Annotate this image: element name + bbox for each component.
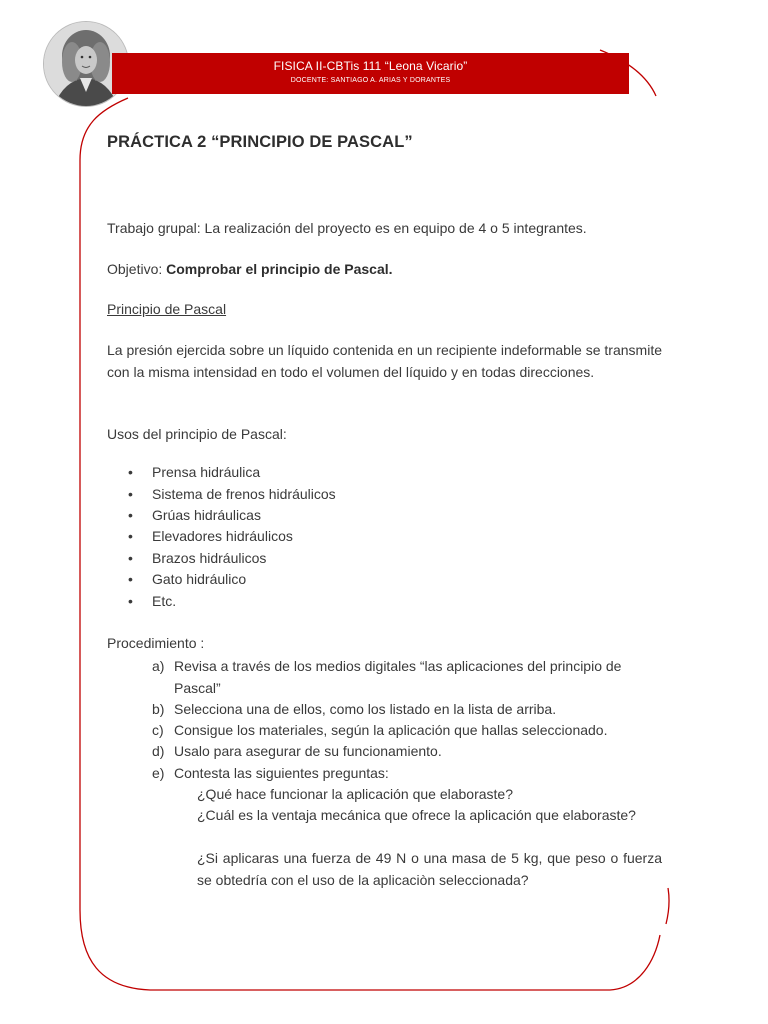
bullet-icon: • [128,464,133,480]
procedure-step [152,741,662,763]
header-title: FISICA II-CBTis 111 “Leona Vicario” [273,59,468,73]
objective-value: Comprobar el principio de Pascal. [166,261,393,277]
principle-heading: Principio de Pascal [107,301,227,317]
list-item: • Elevadores hidráulicos [128,528,293,544]
list-item: • Prensa hidráulica [128,464,261,480]
question-item: ¿Cuál es la ventaja mecánica que ofrece la aplicación que elaboraste? [197,807,636,823]
step-letter: d) [152,743,165,759]
step-text: Selecciona una de ellos, como los listado en la lista de arriba. [174,701,557,717]
objective-label: Objetivo: [107,261,167,277]
step-text: Contesta las siguientes preguntas: [174,765,389,781]
header-subtitle: DOCENTE: SANTIAGO A. ARIAS Y DORANTES [290,77,451,84]
question-item: ¿Si aplicaras una fuerza de 49 N o una masa de 5 kg, que peso o fuerza se obtedría con el uso de la aplicaciòn seleccionada? [197,850,662,888]
uses-heading: Usos del principio de Pascal: [107,426,287,442]
step-letter: a) [152,658,165,674]
list-item: • Sistema de frenos hidráulicos [128,486,336,502]
bullet-icon: • [128,550,133,566]
principle-text: La presión ejercida sobre un líquido contenida en un recipiente indeformable se transmite con la misma intensidad en todo el volumen del líquido y en todas direcciones. [107,342,662,380]
step-text: Consigue los materiales, según la aplicación que hallas seleccionado. [174,722,608,738]
procedure-step [152,720,662,742]
header-banner [112,53,629,94]
step-letter: e) [152,765,165,781]
procedure-step [152,656,662,699]
list-item: • Grúas hidráulicas [128,507,261,523]
bullet-icon: • [128,571,133,587]
procedure-step [152,763,662,785]
step-letter: c) [152,722,164,738]
bullet-icon: • [128,486,133,502]
objective-line [107,261,393,277]
list-item: • Etc. [128,593,177,609]
list-item: • Gato hidráulico [128,571,247,587]
step-letter: b) [152,701,165,717]
bullet-icon: • [128,528,133,544]
group-work-text: Trabajo grupal: La realización del proyecto es en equipo de 4 o 5 integrantes. [107,220,587,236]
procedure-heading: Procedimiento : [107,635,205,651]
list-item: • Brazos hidráulicos [128,550,267,566]
question-item: ¿Qué hace funcionar la aplicación que elaboraste? [197,786,513,802]
procedure-step [152,699,662,721]
step-text: Revisa a través de los medios digitales “las aplicaciones del principio de Pascal” [174,658,622,696]
step-text: Usalo para asegurar de su funcionamiento. [174,743,442,759]
page-title: PRÁCTICA 2 “PRINCIPIO DE PASCAL” [107,133,413,151]
bullet-icon: • [128,507,133,523]
bullet-icon: • [128,593,133,609]
